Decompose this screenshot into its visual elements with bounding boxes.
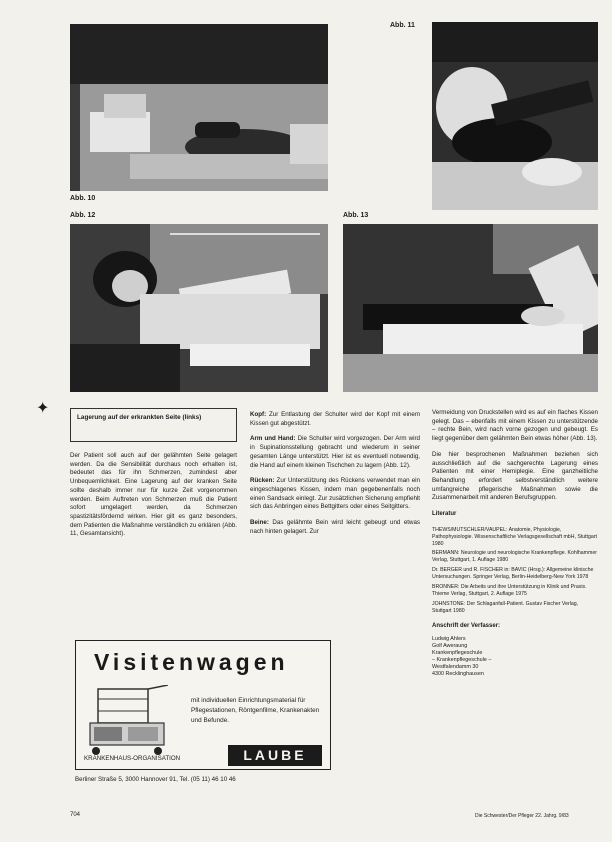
column-3-paragraph-2: Die hier besprochenen Maßnahmen beziehen sich ausschließlich auf die sachgerechte Lagerung eines Patienten mit einer Hemiplegie. Eine ganzheitliche Behandlung erfordert selbstverständlich weitere umfangreiche pflegerische Maßnahmen sowie die Zusammenarbeit mit anderen Berufsgruppen.: [432, 450, 598, 502]
column-2: [250, 411, 420, 543]
caption-abb-11: Abb. 11: [390, 22, 415, 29]
kopf-text: Zur Entlastung der Schulter wird der Kopf mit einem Kissen gut abgestützt.: [250, 411, 420, 427]
beine-label: Beine:: [250, 519, 269, 527]
ruecken-text: Zur Unterstützung des Rückens verwendet man ein eingeschlagenes Kissen, indem man gegebenenfalls noch einen Sandsack einlegt. Zur zusätzlichen Sicherung empfiehlt sich das Anbringen eines Bettgitters oder eines Seitgitters.: [250, 477, 420, 511]
photo-abb-11: [432, 22, 598, 210]
literature-item: THEWS/MUTSCHLER/VAUPEL: Anatomie, Physiologie, Pathophysiologie. Wissenschaftliche Verlagsgesellschaft mbH, Stuttgart 1980: [432, 526, 597, 547]
literature-item: BERMANN: Neurologie und neurologische Krankenpflege. Kohlhammer Verlag, Stuttgart, 1. Auflage 1980: [432, 550, 597, 564]
column-1: [70, 452, 237, 546]
photo-abb-13: [343, 224, 598, 392]
column-1-body: Der Patient soll auch auf der gelähmten Seite gelagert werden. Da die Sensibilität durchaus noch erhalten ist, bedeutet das für ihn Schmerzen, zumindest aber Unbequemlichkeit. Eine Lagerung auf der kranken Seite sollte deshalb immer nur für kurze Zeit vorgenommen werden. Beim Auftreten von Schmerzen muß die Patient sofort umgelagert werden, da Schmerzen spastizitätsfördernd wirken. Hier gilt es ganz besonders, dem Patienten die Maßnahme verständlich zu erklären (Abb. 11, Gesamtansicht).: [70, 452, 237, 538]
paragraph-arm: [250, 435, 420, 470]
author-address: Ludwig Ahlers Golf Aweraung Krankenpflegeschule – Krankenpflegeschule – Westfalendamm 30 4300 Recklinghausen: [432, 636, 492, 678]
ad-description: mit individuellen Einrichtungsmaterial für Pflegestationen, Röntgenfilme, Krankenakten und Befunde.: [191, 697, 320, 724]
column-3-paragraph-1: Vermeidung von Druckstellen wird es auf ein flaches Kissen gelegt. Das – ebenfalls mit einem Kissen zu unterstützende – rechte Bein, wird nach vorne gezogen und gebeugt. Es liegt gegenüber dem gelähmten Bein etwas höher (Abb. 13).: [432, 409, 598, 443]
ad-address: Berliner Straße 5, 3000 Hannover 91, Tel. (05 11) 46 10 46: [75, 776, 236, 783]
literature-heading: Literatur: [432, 511, 457, 518]
ad-organisation: KRANKENHAUS-ORGANISATION: [84, 755, 181, 762]
literature-item: JOHNSTONE: Der Schlaganfall-Patient. Gustav Fischer Verlag, Stuttgart 1980: [432, 600, 579, 614]
section-heading: Lagerung auf der erkrankten Seite (links): [70, 408, 237, 442]
literature-item: BRONNER: Die Arbeits und ihre Unterstützung in Klinik und Praxis. Thieme Verlag, Stuttgart, 2. Auflage 1975: [432, 584, 587, 597]
advertisement: [75, 640, 331, 770]
margin-mark: ✦: [36, 400, 50, 417]
caption-abb-12: Abb. 12: [70, 212, 96, 219]
photo-abb-10: [70, 24, 328, 191]
column-3: [432, 409, 598, 678]
paragraph-ruecken: [250, 477, 420, 512]
arm-label: Arm und Hand:: [250, 435, 296, 443]
paragraph-beine: [250, 519, 420, 536]
cart-illustration: [84, 685, 176, 759]
beine-text: Das gelähmte Bein wird leicht gebeugt und etwas nach hinten gelagert. Zur: [250, 519, 420, 535]
page-number: 704: [70, 812, 81, 818]
literature-item: Dr. BERGER und R. FISCHER in: BAVIC (Hrsg.): Allgemeine klinische Untersuchungen. Springer Verlag, Berlin-Heidelberg-New York 1978: [432, 567, 594, 581]
ad-title: Visitenwagen: [94, 649, 289, 675]
arm-text: Die Schulter wird vorgezogen. Der Arm wird in Supinationsstellung gebracht und wiederum in seiner gesamten Länge unterstützt. Hier ist es eventuell notwendig, die Hand auf einem kleinen Tischchen zu lagern (Abb. 12).: [250, 435, 420, 469]
caption-abb-13: Abb. 13: [343, 212, 369, 219]
journal-footer: Die Schwester/Der Pfleger 22. Jahrg. 9/83: [475, 813, 569, 819]
photo-abb-12: [70, 224, 328, 392]
laube-logo: LAUBE: [228, 745, 322, 766]
address-heading: Anschrift der Verfasser:: [432, 622, 501, 629]
caption-abb-10: Abb. 10: [70, 195, 96, 202]
paragraph-kopf: [250, 411, 420, 428]
kopf-label: Kopf:: [250, 411, 267, 418]
ruecken-label: Rücken:: [250, 477, 275, 485]
